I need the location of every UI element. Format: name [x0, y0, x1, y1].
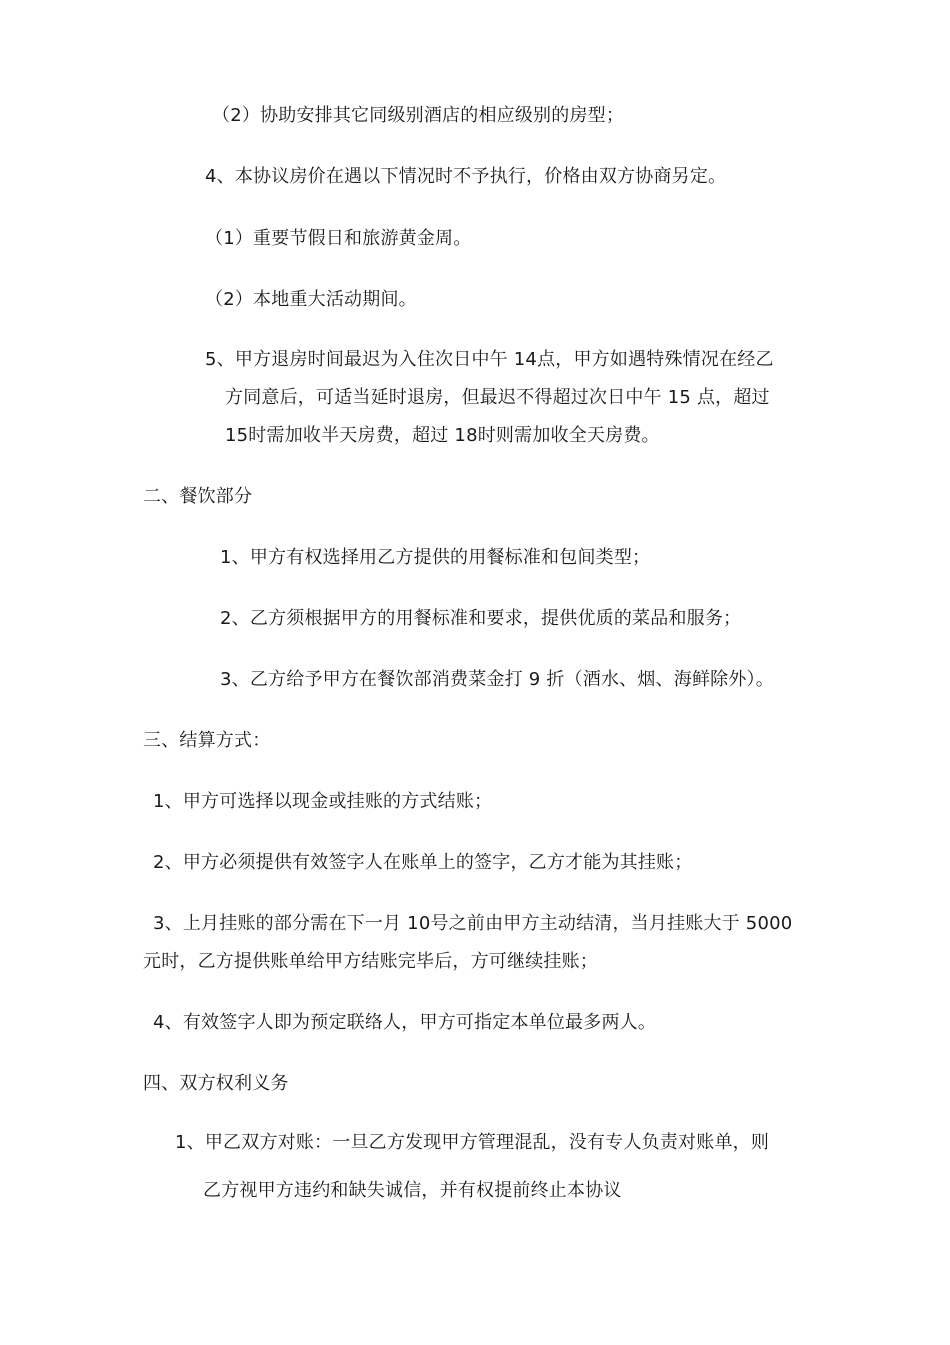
- section-2-item-1: 1、甲方有权选择用乙方提供的用餐标准和包间类型；: [220, 547, 651, 568]
- section-4-heading: 四、双方权利义务: [143, 1073, 289, 1094]
- clause-room-type-arrangement: （2）协助安排其它同级别酒店的相应级别的房型；: [212, 105, 625, 126]
- section-3-heading: 三、结算方式：: [143, 730, 271, 751]
- clause-5-line-2: 方同意后，可适当延时退房，但最迟不得超过次日中午 15 点，超过: [225, 387, 770, 408]
- section-3-item-1: 1、甲方可选择以现金或挂账的方式结账；: [153, 791, 493, 812]
- section-2-item-2: 2、乙方须根据甲方的用餐标准和要求，提供优质的菜品和服务；: [220, 608, 742, 629]
- section-3-item-3-line-2: 元时，乙方提供账单给甲方结账完毕后，方可继续挂账；: [143, 951, 598, 972]
- section-3-item-3-line-1: 3、上月挂账的部分需在下一月 10号之前由甲方主动结清，当月挂账大于 5000: [153, 913, 793, 934]
- section-3-item-4: 4、有效签字人即为预定联络人，甲方可指定本单位最多两人。: [153, 1012, 657, 1033]
- section-4-item-1-line-1: 1、甲乙双方对账：一旦乙方发现甲方管理混乱，没有专人负责对账单，则: [175, 1132, 770, 1153]
- clause-5-line-1: 5、甲方退房时间最迟为入住次日中午 14点，甲方如遇特殊情况在经乙: [205, 349, 774, 370]
- clause-4-heading: 4、本协议房价在遇以下情况时不予执行，价格由双方协商另定。: [205, 166, 727, 187]
- clause-4-item-1: （1）重要节假日和旅游黄金周。: [205, 228, 472, 249]
- clause-5-line-3: 15时需加收半天房费，超过 18时则需加收全天房费。: [225, 425, 660, 446]
- section-2-heading: 二、餐饮部分: [143, 486, 253, 507]
- section-2-item-3: 3、乙方给予甲方在餐饮部消费菜金打 9 折（酒水、烟、海鲜除外）。: [220, 669, 774, 690]
- section-4-item-1-line-2: 乙方视甲方违约和缺失诚信，并有权提前终止本协议: [203, 1180, 622, 1201]
- clause-4-item-2: （2）本地重大活动期间。: [205, 289, 417, 310]
- section-3-item-2: 2、甲方必须提供有效签字人在账单上的签字，乙方才能为其挂账；: [153, 852, 693, 873]
